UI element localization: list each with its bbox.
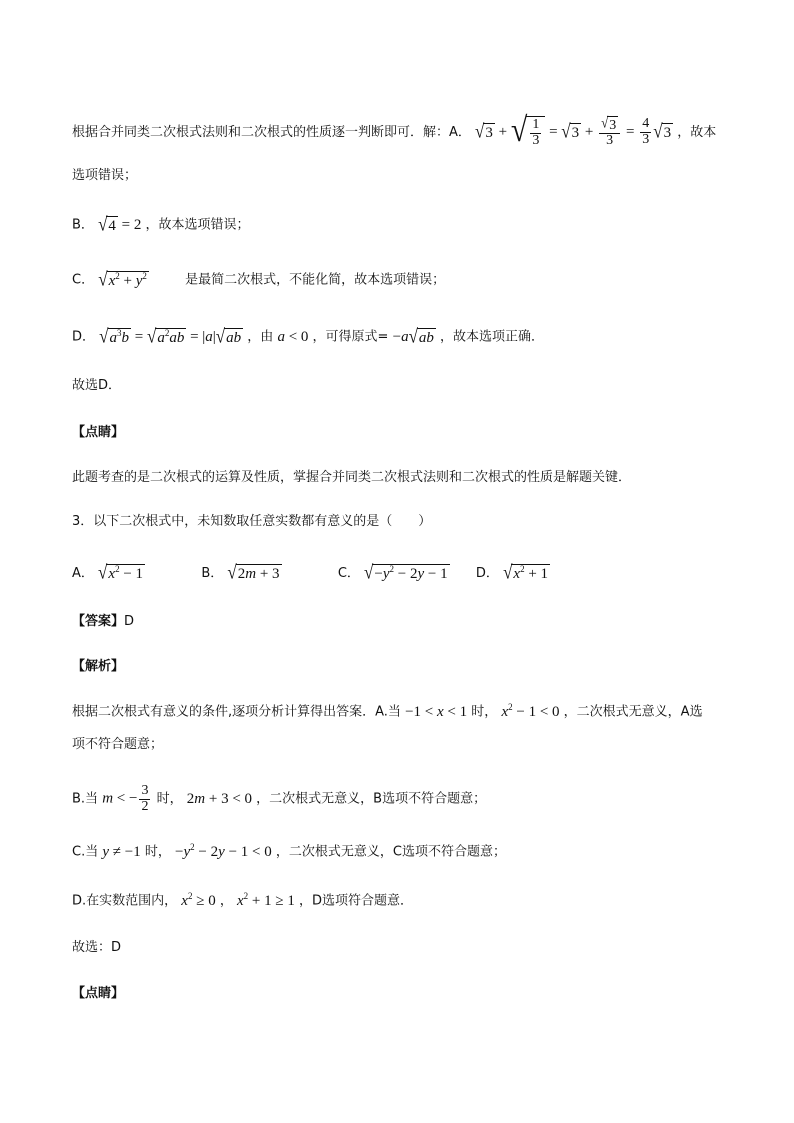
analysis-line: B.当 m < − $\frac{3}{2}$ 时， 2m + 3 < 0 ，二次根式无意义，B选项不符合题意；	[72, 783, 487, 814]
math-expression-d: √ $a^3b$ = √ $a^2ab$ = |a| √ ab	[99, 325, 242, 348]
text-line: 故选：D	[72, 940, 122, 955]
solution-line-b: B． √ 4 = 2 ，故本选项错误；	[72, 213, 250, 236]
section-heading: 【点睛】	[72, 986, 125, 1001]
option-c: C． √ $-y^2 - 2y - 1$	[337, 561, 448, 584]
question-stem: 3．以下二次根式中，未知数取任意实数都有意义的是（ ）	[72, 514, 432, 529]
solution-line-a: 根据合并同类二次根式法则和二次根式的性质逐一判断即可．解：A． √ 3 + √ $\frac{1}{3}$ = √ 3 + √ 3 3 = $\frac{4}{3}$ √ 3 ，故本	[72, 111, 717, 150]
solution-line-d: D． √ $a^3b$ = √ $a^2ab$ = |a| √ ab ，由 a < 0 ，可得原式= −a √ ab ，故本选项正确．	[72, 325, 545, 348]
section-heading: 【点睛】	[72, 425, 125, 440]
text-line: 故选D．	[72, 378, 122, 393]
solution-line-c: C． √ $x^2 + y^2$ 是最简二次根式，不能化简，故本选项错误；	[72, 268, 446, 291]
analysis-line: D.在实数范围内， $x^2 \ge 0$ ， $x^2 + 1 \ge 1$ ，D选项符合题意．	[72, 891, 414, 909]
math-expression-b: √ 4 = 2	[98, 213, 142, 236]
option-d: D． √ $x^2 + 1$	[475, 561, 549, 584]
option-b: B． √ 2m + 3	[201, 561, 280, 584]
math-expression-c: √ $x^2 + y^2$	[98, 268, 147, 291]
analysis-line: C.当 y ≠ −1 时， $-y^2 - 2y - 1 < 0$ ，二次根式无意义，C选项不符合题意；	[72, 842, 506, 860]
answer-line: 【答案】D	[72, 614, 135, 629]
math-expression-a: √ 3 + √ $\frac{1}{3}$ = √ 3 + √ 3 3 = $\frac{4}{3}$ √ 3	[475, 111, 672, 150]
text-line: 选项错误；	[72, 168, 138, 183]
option-a: A． √ $x^2 - 1$	[72, 561, 144, 584]
text-line: 此题考查的是二次根式的运算及性质，掌握合并同类二次根式法则和二次根式的性质是解题关键．	[72, 470, 632, 485]
analysis-line: 根据二次根式有意义的条件,逐项分析计算得出答案．A.当 −1 < x < 1 时， $x^2 - 1 < 0$ ，二次根式无意义，A选	[72, 702, 703, 720]
question-options	[72, 563, 550, 584]
section-heading: 【解析】	[72, 659, 125, 674]
text-line: 项不符合题意；	[72, 737, 164, 752]
